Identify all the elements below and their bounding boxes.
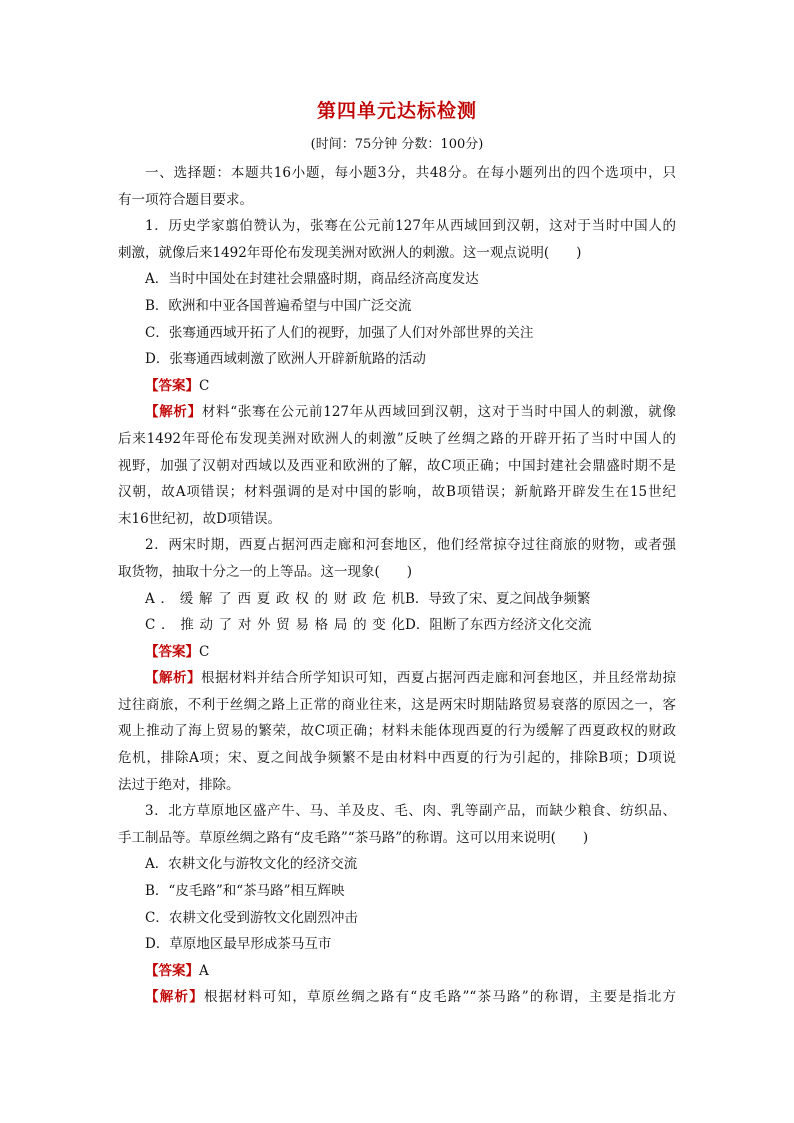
- question-3-option-d: D．草原地区最早形成茶马互市: [145, 936, 332, 953]
- question-1-analysis: 【解析】材料“张骞在公元前127年从西域回到汉朝，这对于当时中国人的刺激，就像: [145, 404, 677, 421]
- question-1-analysis: 汉朝，故A项错误；材料强调的是对中国的影响，故B项错误；新航路开辟发生在15世纪: [118, 484, 676, 501]
- question-1-analysis: 视野，加强了汉朝对西域以及西亚和欧洲的了解，故C项正确；中国封建社会鼎盛时期不是: [118, 457, 676, 474]
- question-1-stem: 1．历史学家翦伯赞认为，张骞在公元前127年从西域回到汉朝，这对于当时中国人的: [145, 218, 676, 235]
- question-2-options-row: [118, 586, 676, 613]
- question-2-option-c: C．推动了对外贸易格局的变化: [145, 617, 405, 634]
- question-3-answer: [118, 958, 676, 985]
- question-2-analysis: 过往商旅，不利于丝绸之路上正常的商业往来，这是两宋时期陆路贸易衰落的原因之一，客: [118, 696, 676, 713]
- question-1-analysis: 后来1492年哥伦布发现美洲对欧洲人的刺激”反映了丝绸之路的开辟开拓了当时中国人的: [118, 430, 676, 447]
- answer-value: A: [199, 962, 209, 979]
- answer-tag: 【答案】: [145, 962, 199, 979]
- question-1-answer: [118, 373, 676, 400]
- question-3-option-b: B．“皮毛路”和“茶马路”相互辉映: [145, 883, 345, 900]
- question-3-analysis: 【解析】根据材料可知，草原丝绸之路有“皮毛路”“茶马路”的称谓，主要是指北方: [145, 989, 677, 1006]
- document-body: [118, 160, 676, 1011]
- question-2-option-b: B．导致了宋、夏之间战争频繁: [405, 590, 591, 607]
- analysis-tag: 【解析】: [145, 989, 204, 1006]
- question-2-options-row: [118, 612, 676, 639]
- question-1-option-a: A．当时中国处在封建社会鼎盛时期，商品经济高度发达: [145, 271, 479, 288]
- answer-tag: 【答案】: [145, 643, 199, 660]
- question-2-option-d: D．阻断了东西方经济文化交流: [405, 617, 592, 634]
- analysis-tag: 【解析】: [145, 670, 201, 687]
- question-2-analysis: 危机，排除A项；宋、夏之间战争频繁不是由材料中西夏的行为引起的，排除B项；D项说: [118, 750, 676, 767]
- question-2-option-a: A．缓解了西夏政权的财政危机: [145, 590, 405, 607]
- question-3-option-a: A．农耕文化与游牧文化的经济交流: [145, 856, 358, 873]
- question-2-analysis: 【解析】根据材料并结合所学知识可知，西夏占据河西走廊和河套地区，并且经常劫掠: [145, 670, 677, 687]
- question-1-option-b: B．欧洲和中亚各国普遍希望与中国广泛交流: [145, 297, 412, 314]
- analysis-tag: 【解析】: [145, 404, 202, 421]
- section-instruction: 一、选择题：本题共16小题，每小题3分，共48分。在每小题列出的四个选项中，只: [145, 165, 676, 181]
- answer-tag: 【答案】: [145, 377, 199, 394]
- question-1-analysis: 末16世纪初，故D项错误。: [118, 510, 282, 527]
- question-1-option-d: D．张骞通西域刺激了欧洲人开辟新航路的活动: [145, 351, 426, 368]
- question-3-stem: 3．北方草原地区盛产牛、马、羊及皮、毛、肉、乳等副产品，而缺少粮食、纺织品、: [145, 803, 676, 820]
- answer-value: C: [199, 643, 210, 660]
- section-instruction: 有一项符合题目要求。: [118, 191, 253, 208]
- exam-info: (时间：75分钟 分数：100分): [310, 137, 484, 152]
- answer-value: C: [199, 377, 210, 394]
- page-title: 第四单元达标检测: [316, 100, 477, 122]
- question-3-stem: 手工制品等。草原丝绸之路有“皮毛路”“茶马路”的称谓。这可以用来说明( ): [118, 829, 589, 846]
- question-3-option-c: C．农耕文化受到游牧文化剧烈冲击: [145, 909, 358, 926]
- question-2-stem: 2．两宋时期，西夏占据河西走廊和河套地区，他们经常掠夺过往商旅的财物，或者强: [145, 537, 676, 554]
- question-2-answer: [118, 639, 676, 666]
- question-2-analysis: 法过于绝对，排除。: [118, 776, 240, 793]
- question-2-analysis: 观上推动了海上贸易的繁荣，故C项正确；材料未能体现西夏的行为缓解了西夏政权的财政: [118, 723, 676, 740]
- question-1-stem: 刺激，就像后来1492年哥伦布发现美洲对欧洲人的刺激。这一观点说明( ): [118, 244, 582, 261]
- question-2-stem: 取货物，抽取十分之一的上等品。这一现象( ): [118, 563, 413, 580]
- question-1-option-c: C．张骞通西域开拓了人们的视野，加强了人们对外部世界的关注: [145, 324, 534, 341]
